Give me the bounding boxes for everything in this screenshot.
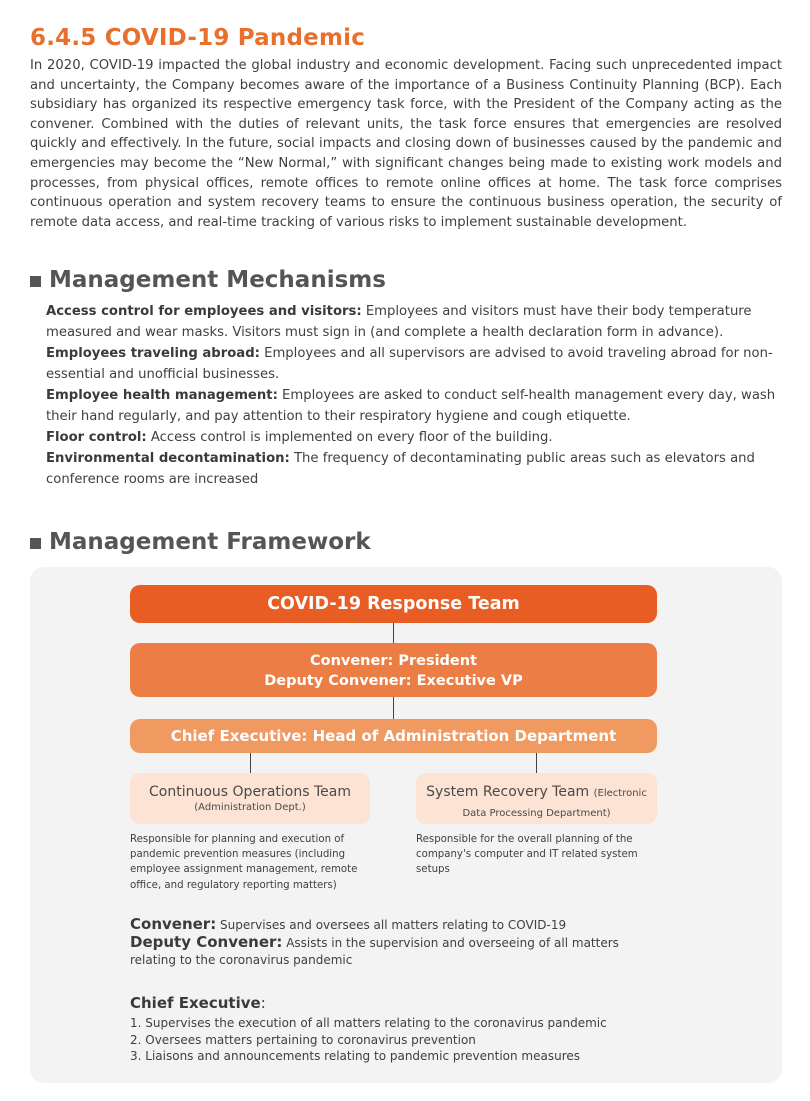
mechanism-text: The frequency of decontaminating public areas such as elevators and conference rooms are increased — [46, 451, 755, 487]
chief-executive-label: Chief Executive — [130, 994, 261, 1012]
chief-executive-box: Chief Executive: Head of Administration Department — [130, 719, 657, 753]
square-bullet-icon — [30, 276, 41, 287]
roles-block — [130, 916, 660, 969]
framework-heading-text: Management Framework — [49, 529, 371, 555]
recovery-team-box — [416, 773, 657, 824]
mechanisms-list — [46, 301, 782, 490]
chief-executive-duties — [130, 1015, 660, 1065]
chief-executive-heading — [130, 994, 266, 1012]
list-item: 2. Oversees matters pertaining to coronavirus prevention — [130, 1032, 476, 1047]
deputy-role-text: Assists in the supervision and overseeing of all matters relating to the coronavirus pandemic — [130, 936, 619, 967]
mechanisms-heading-text: Management Mechanisms — [49, 267, 386, 293]
convener-role-label: Convener: — [130, 915, 217, 933]
operations-team-description: Responsible for planning and execution of pandemic prevention measures (including employee assignment management, remote office, and regulatory reporting matters) — [130, 834, 358, 891]
response-team-box: COVID-19 Response Team — [130, 585, 657, 623]
list-item: 1. Supervises the execution of all matters relating to the coronavirus pandemic — [130, 1016, 607, 1030]
chief-executive-colon: : — [260, 994, 266, 1012]
convener-line: Convener: President — [309, 653, 478, 669]
mechanism-text: Employees are asked to conduct self-health management every day, wash their hand regularly, and pay attention to their respiratory hygiene and cough etiquette. — [46, 388, 776, 424]
framework-heading — [30, 529, 371, 555]
mechanism-label: Floor control: — [46, 430, 147, 445]
mechanism-item-access-control — [46, 301, 782, 343]
deputy-convener-line: Deputy Convener: Executive VP — [264, 673, 523, 689]
mechanism-text: Access control is implemented on every floor of the building. — [146, 430, 553, 445]
mechanism-item-health — [46, 385, 782, 427]
recovery-team-title-line — [416, 773, 657, 823]
recovery-team-title: System Recovery Team — [426, 784, 590, 800]
connector-line — [250, 753, 251, 773]
intro-paragraph: In 2020, COVID-19 impacted the global industry and economic development. Facing such unprecedented impact and uncertainty, the Company becomes aware of the importance of a Business Continuity Planning (BCP). Each subsidiary has organized its respective emergency task force, with the President of the Company acting as the convener. Combined with the duties of relevant units, the task force ensures that emergencies are resolved quickly and effectively. In the future, social impacts and closing down of businesses caused by the pandemic and emergencies may become the “New Normal,” with significant changes being made to existing work models and processes, from physical offices, remote offices to remote online offices at home. The task force comprises continuous operation and system recovery teams to ensure the continuous business operation, the security of remote data access, and real-time tracking of various risks to implement sustainable development. — [30, 58, 782, 230]
mechanism-text: Employees and visitors must have their body temperature measured and wear masks. Visitors must sign in (and complete a health declaration form in advance). — [46, 304, 752, 340]
operations-team-title: Continuous Operations Team — [149, 784, 351, 800]
recovery-team-description: Responsible for the overall planning of the company's computer and IT related system setups — [416, 834, 638, 876]
mechanism-label: Environmental decontamination: — [46, 451, 290, 466]
deputy-convener-role — [130, 934, 660, 969]
convener-role — [130, 916, 660, 934]
connector-line — [393, 623, 394, 643]
mechanism-label: Employees traveling abroad: — [46, 346, 260, 361]
convener-role-text: Supervises and oversees all matters relating to COVID-19 — [216, 918, 567, 932]
recovery-team-dept: (Electronic Data Processing Department) — [462, 788, 647, 819]
mechanism-item-floor — [46, 427, 782, 448]
list-item: 3. Liaisons and announcements relating to pandemic prevention measures — [130, 1049, 581, 1064]
connector-line — [536, 753, 537, 773]
mechanism-item-decontamination — [46, 448, 782, 490]
section-title: 6.4.5 COVID-19 Pandemic — [30, 25, 366, 51]
mechanism-label: Employee health management: — [46, 388, 278, 403]
operations-team-dept: (Administration Dept.) — [194, 802, 306, 813]
deputy-role-label: Deputy Convener: — [130, 933, 283, 951]
mechanism-item-travel — [46, 343, 782, 385]
mechanism-label: Access control for employees and visitors: — [46, 304, 362, 319]
operations-team-box — [130, 773, 370, 824]
mechanisms-heading — [30, 267, 386, 293]
mechanism-text: Employees and all supervisors are advised to avoid traveling abroad for non-essential and unofficial businesses. — [46, 346, 773, 382]
square-bullet-icon — [30, 538, 41, 549]
connector-line — [393, 697, 394, 719]
convener-box — [130, 643, 657, 697]
